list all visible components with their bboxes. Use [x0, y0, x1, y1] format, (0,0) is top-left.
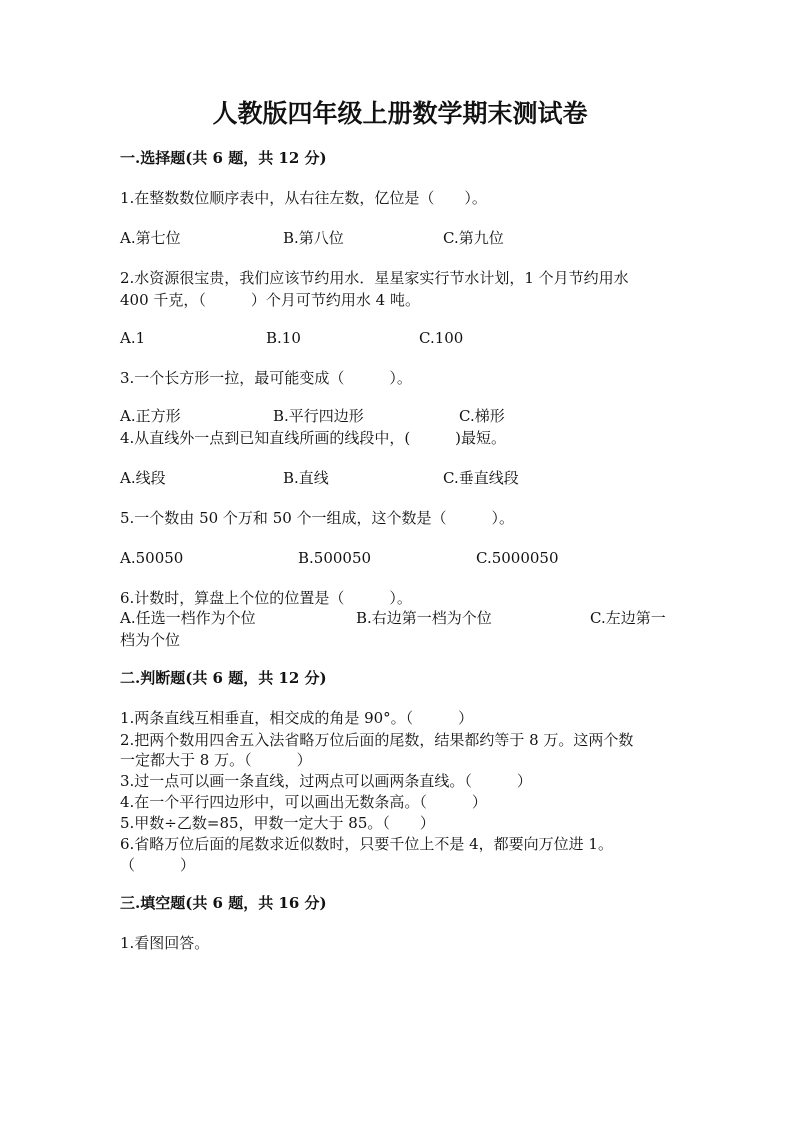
- option-1-4-b: B.直线: [283, 469, 329, 487]
- section-heading-fill: 三.填空题(共 6 题，共 16 分): [120, 894, 327, 912]
- option-1-1-a: A.第七位: [120, 229, 181, 247]
- question-1-4: 4.从直线外一点到已知直线所画的线段中，( )最短。: [120, 429, 507, 447]
- question-1-3: 3.一个长方形一拉，最可能变成（ ）。: [120, 369, 412, 387]
- question-1-1: 1.在整数数位顺序表中，从右往左数，亿位是（ ）。: [120, 189, 487, 207]
- option-1-2-c: C.100: [419, 329, 464, 347]
- option-1-5-b: B.500050: [298, 549, 372, 567]
- option-1-2-b: B.10: [266, 329, 301, 347]
- judge-6-line1: 6.省略万位后面的尾数求近似数时，只要千位上不是 4，都要向万位进 1。: [120, 835, 613, 853]
- option-1-6-b: B.右边第一档为个位: [356, 609, 492, 627]
- option-1-6-c: C.左边第一: [590, 609, 666, 627]
- judge-3: 3.过一点可以画一条直线，过两点可以画两条直线。（ ）: [120, 772, 532, 790]
- question-1-6: 6.计数时，算盘上个位的位置是（ ）。: [120, 589, 412, 607]
- option-1-1-b: B.第八位: [283, 229, 344, 247]
- question-1-2-line1: 2.水资源很宝贵，我们应该节约用水．星星家实行节水计划，1 个月节约用水: [120, 269, 629, 287]
- option-1-3-c: C.梯形: [459, 407, 505, 425]
- judge-2-line2: 一定都大于 8 万。（ ）: [120, 751, 312, 769]
- section-heading-judge: 二.判断题(共 6 题，共 12 分): [120, 669, 327, 687]
- option-1-6-c-cont: 档为个位: [120, 631, 181, 649]
- option-1-5-c: C.5000050: [476, 549, 559, 567]
- option-1-6-a: A.任选一档作为个位: [120, 609, 256, 627]
- option-1-4-c: C.垂直线段: [443, 469, 519, 487]
- question-1-5: 5.一个数由 50 个万和 50 个一组成，这个数是（ ）。: [120, 509, 515, 527]
- judge-1: 1.两条直线互相垂直，相交成的角是 90°。（ ）: [120, 709, 474, 727]
- option-1-2-a: A.1: [120, 329, 146, 347]
- judge-4: 4.在一个平行四边形中，可以画出无数条高。（ ）: [120, 793, 487, 811]
- judge-6-line2: （ ）: [120, 856, 196, 874]
- fill-1: 1.看图回答。: [120, 934, 210, 952]
- judge-5: 5.甲数÷乙数=85，甲数一定大于 85。（ ）: [120, 814, 435, 832]
- option-1-4-a: A.线段: [120, 469, 166, 487]
- option-1-1-c: C.第九位: [443, 229, 504, 247]
- judge-2-line1: 2.把两个数用四舍五入法省略万位后面的尾数，结果都约等于 8 万。这两个数: [120, 731, 634, 749]
- section-heading-choice: 一.选择题(共 6 题，共 12 分): [120, 149, 327, 167]
- option-1-3-b: B.平行四边形: [273, 407, 364, 425]
- option-1-5-a: A.50050: [120, 549, 184, 567]
- page-title: 人教版四年级上册数学期末测试卷: [212, 99, 588, 128]
- option-1-3-a: A.正方形: [120, 407, 181, 425]
- question-1-2-line2: 400 千克，（ ）个月可节约用水 4 吨。: [120, 291, 420, 309]
